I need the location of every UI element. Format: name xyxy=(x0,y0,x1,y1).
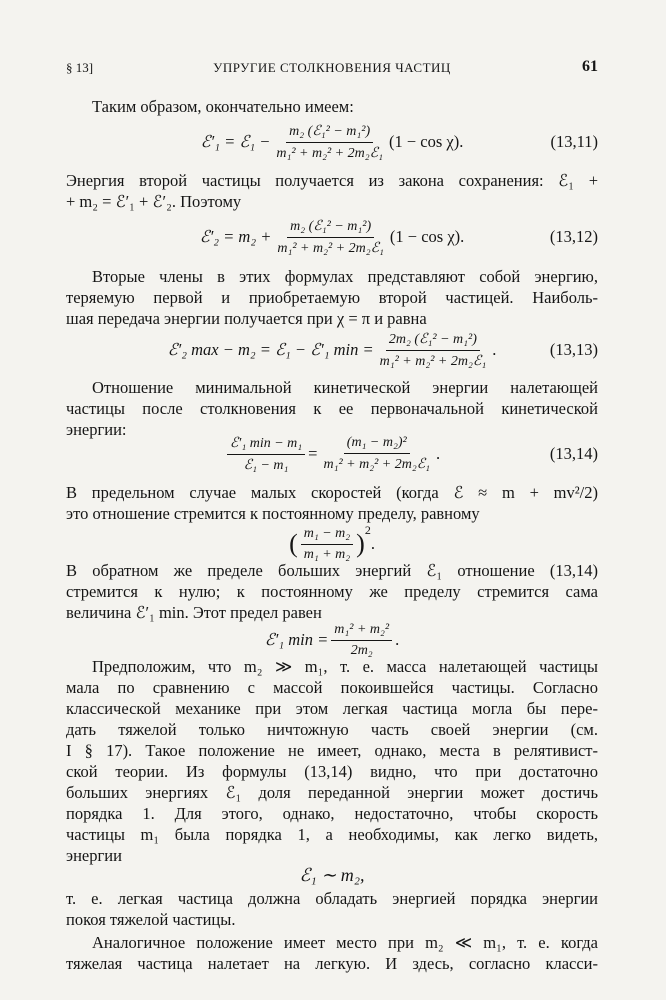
page-number: 61 xyxy=(582,58,598,75)
equation-number: (13,12) xyxy=(549,227,598,246)
chapter-title: УПРУГИЕ СТОЛКНОВЕНИЯ ЧАСТИЦ xyxy=(213,60,451,75)
equation-13-14: $\frac{\text{ℰ′₁ min − m₁}}{\text{ℰ₁ − m₁}}$ = $\frac{\text{(m₁ − m₂)²}}{\text{m₁² + m₂² + 2m₂ℰ₁}}$ . (13,14) xyxy=(66,430,598,478)
section-ref: § 13] xyxy=(66,60,94,75)
paragraph-energy-second: Энергия второй частицы получается из закона сохранения: ℰ₁ + + m₂ = ℰ′₁ + ℰ′₂. Поэтому xyxy=(66,171,598,211)
paragraph-second-terms: Вторые члены в этих формулах представляют собой энергию, теряемую первой и приобретаемую второй частицей. Наиболь- шая передача энергии получается при χ = π и равна xyxy=(66,267,598,328)
equation-number: (13,14) xyxy=(549,444,598,463)
fraction: $\frac{\text{m₁ − m₂}}{\text{m₁ + m₂}}$ xyxy=(301,526,353,563)
equation-limit-ratio: ( $\frac{\text{m₁ − m₂}}{\text{m₁ + m₂}}$ ) $^2$ . xyxy=(289,523,375,562)
paragraph-ratio: Отношение минимальной кинетической энергии налетающей частицы после столкновения к ее первоначальной кинетической энергии: xyxy=(66,378,598,439)
fraction: $\frac{\text{2m₂ (ℰ₁² − m₁²)}}{\text{m₁² + m₂² + 2m₂ℰ₁}}$ xyxy=(379,331,487,369)
paragraph-suppose: Предположим, что m₂ ≫ m₁, т. е. масса налетающей частицы мала по сравнению с массой покоившейся частицы. Согласно классической механике при этом легкая частица могла бы пере- дать тяжелой только ничтожную часть своей энергии (см. I § 17). Такое положение не имеет, однако, места в релятивист- ской теории. Из формулы (13,14) видно, что при достаточно больших энергиях ℰ₁ доля переданной энергии может достичь порядка 1. Для этого, однако, недостаточно, чтобы скорость частицы m₁ была порядка 1, а необходимы, как легко видеть, энергии xyxy=(66,657,598,865)
fraction-right: $\frac{\text{(m₁ − m₂)²}}{\text{m₁² + m₂² + 2m₂ℰ₁}}$ xyxy=(323,435,431,472)
equation-13-12: ℰ′₂ = m₂ + $\frac{\text{m₂ (ℰ₁² − m₁²)}}{\text{m₁² + m₂² + 2m₂ℰ₁}}$ (1 − cos χ). (13,12) xyxy=(199,218,598,256)
running-header xyxy=(66,60,598,80)
paragraph-high-energy: В обратном же пределе больших энергий ℰ₁ отношение (13,14) стремится к нулю; к постоянному же пределу стремится сама величина ℰ′₁ min. Этот предел равен xyxy=(66,561,598,622)
paragraph-analogous: Аналогичное положение имеет место при m₂ ≪ m₁, т. е. когда тяжелая частица налетает на легкую. И здесь, согласно класси- xyxy=(66,933,598,973)
paragraph-low-speed: В предельном случае малых скоростей (когда ℰ ≈ m + mv²/2) это отношение стремится к постоянному пределу, равному xyxy=(66,483,598,523)
equation-limit: ℰ′₁ min = $\frac{\text{m₁² + m₂²}}{\text{2m₂}}$ . xyxy=(264,621,400,658)
equation-number: (13,11) xyxy=(550,132,598,151)
fraction: $\frac{\text{m₂ (ℰ₁² − m₁²)}}{\text{m₁² + m₂² + 2m₂ℰ₁}}$ xyxy=(277,218,384,256)
equation-13-13: ℰ′₂ max − m₂ = ℰ₁ − ℰ′₁ min = $\frac{\text{2m₂ (ℰ₁² − m₁²)}}{\text{m₁² + m₂² + 2m₂ℰ₁}}$ . (13,13) xyxy=(167,331,598,369)
equation-number: (13,13) xyxy=(549,340,598,359)
fraction: $\frac{\text{m₁² + m₂²}}{\text{2m₂}}$ xyxy=(331,622,392,659)
fraction-left: $\frac{\text{ℰ′₁ min − m₁}}{\text{ℰ₁ − m₁}}$ xyxy=(227,435,305,474)
equation-approx: ℰ₁ ∼ m₂, xyxy=(299,864,365,885)
fraction: $\frac{\text{m₂ (ℰ₁² − m₁²)}}{\text{m₁² + m₂² + 2m₂ℰ₁}}$ xyxy=(276,123,383,161)
paragraph-light-particle: т. е. легкая частица должна обладать энергией порядка энергии покоя тяжелой частицы. xyxy=(66,889,598,929)
paragraph-intro: Таким образом, окончательно имеем: xyxy=(92,97,354,116)
equation-13-11: ℰ′₁ = ℰ₁ − $\frac{\text{m₂ (ℰ₁² − m₁²)}}{\text{m₁² + m₂² + 2m₂ℰ₁}}$ (1 − cos χ). (13,11) xyxy=(200,123,598,161)
